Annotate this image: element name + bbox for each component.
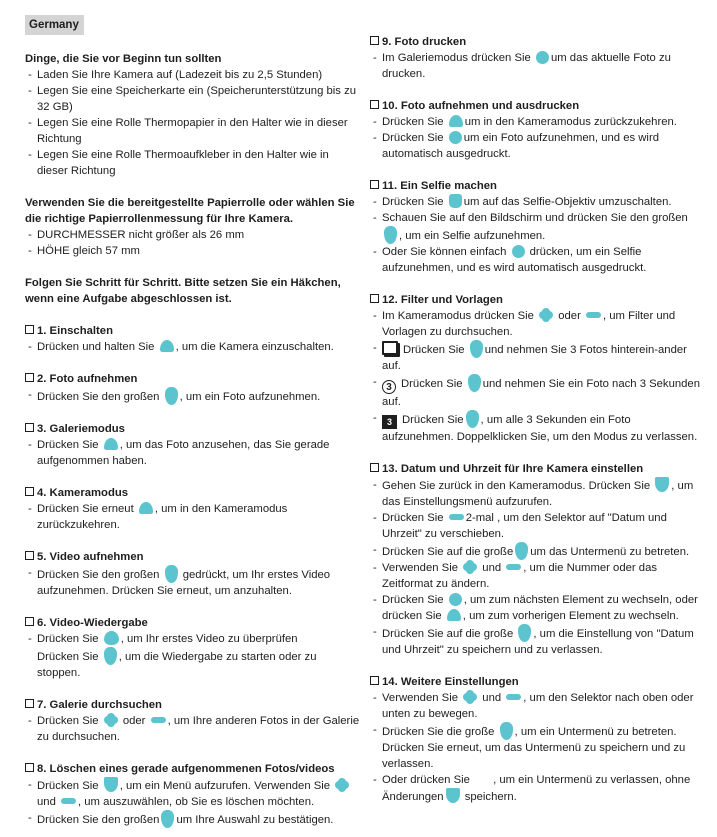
shutter-button-icon: [466, 410, 479, 428]
step-title: 6. Video-Wiedergabe: [37, 617, 148, 629]
paper-section: [25, 195, 360, 259]
step-title: 11. Ein Selfie machen: [382, 180, 497, 192]
burst-mode-icon: [382, 341, 398, 355]
step-instruction: - Drücken Sie den großen , um ein Foto aufzunehmen.: [25, 387, 360, 405]
step-title: 3. Galeriemodus: [37, 423, 125, 435]
step-instruction: - Verwenden Sie und , um die Nummer oder das Zeitformat zu ändern.: [370, 560, 700, 592]
step-instruction: - Drücken Sie um ein Foto aufzunehmen, und es wird automatisch ausgedruckt.: [370, 130, 700, 162]
step-instruction: - Drücken Sie , um Ihr erstes Video zu überprüfen Drücken Sie , um die Wiedergabe zu starten oder zu stoppen.: [25, 631, 360, 681]
print-button-icon: [449, 593, 462, 606]
shutter-button-icon: [161, 810, 174, 828]
checkbox[interactable]: [25, 699, 34, 708]
step-instruction: - Verwenden Sie und , um den Selektor nach oben oder unten zu bewegen.: [370, 690, 700, 722]
instructions-title: Folgen Sie Schritt für Schritt. Bitte setzen Sie ein Häkchen, wenn eine Aufgabe abgeschlossen ist.: [25, 277, 341, 305]
checkbox[interactable]: [370, 36, 379, 45]
step-instruction: - Drücken Sie die große , um ein Untermenü zu betreten. Drücken Sie erneut, um das Untermenü zu speichern und zu verlassen.: [370, 722, 700, 772]
minus-button-icon: [61, 798, 76, 804]
selfie-button-icon: [449, 194, 462, 208]
intro-item: - Laden Sie Ihre Kamera auf (Ladezeit bis zu 2,5 Stunden): [25, 67, 360, 83]
plus-button-icon: [463, 690, 477, 704]
step-instruction: - Drücken Sie 2-mal , um den Selektor auf "Datum und Uhrzeit" zu verschieben.: [370, 510, 700, 542]
checkbox[interactable]: [25, 763, 34, 772]
minus-button-icon: [506, 564, 521, 570]
step-title: 4. Kameramodus: [37, 487, 129, 499]
step-title: 8. Löschen eines gerade aufgenommenen Fotos/videos: [37, 763, 335, 775]
menu-button-icon: [446, 788, 460, 803]
gallery-button-icon: [104, 438, 118, 450]
checkbox[interactable]: [25, 487, 34, 496]
step-instruction: - Drücken und halten Sie , um die Kamera einzuschalten.: [25, 339, 360, 355]
step-title: 5. Video aufnehmen: [37, 551, 144, 563]
plus-button-icon: [335, 778, 349, 792]
step-1: [25, 323, 360, 355]
shutter-button-icon: [518, 624, 531, 642]
paper-item: - HÖHE gleich 57 mm: [25, 243, 360, 259]
step-instruction: - Drücken Sie erneut , um in den Kameramodus zurückzukehren.: [25, 501, 360, 533]
intro-item: - Legen Sie eine Speicherkarte ein (Speicherunterstützung bis zu 32 GB): [25, 83, 360, 115]
left-column: [25, 0, 360, 828]
interval-mode-icon: 3: [382, 415, 397, 429]
intro-item: - Legen Sie eine Rolle Thermoaufkleber in den Halter wie in dieser Richtung: [25, 147, 360, 179]
shutter-button-icon: [104, 647, 117, 665]
step-6: [25, 615, 360, 681]
shutter-button-icon: [515, 542, 528, 560]
step-instruction: - Drücken Sie , um ein Menü aufzurufen. Verwenden Sie und , um auszuwählen, ob Sie es löschen möchten.: [25, 777, 360, 810]
shutter-button-icon: [165, 387, 178, 405]
blank-icon: [475, 776, 491, 786]
menu-button-icon: [104, 777, 118, 792]
self-timer-icon: 3: [382, 380, 396, 394]
plus-button-icon: [104, 713, 118, 727]
step-title: 9. Foto drucken: [382, 36, 467, 48]
step-2: [25, 371, 360, 405]
step-instruction: - 3 Drücken Sie und nehmen Sie ein Foto nach 3 Sekunden auf.: [370, 374, 700, 410]
step-instruction: - Drücken Sie und nehmen Sie 3 Fotos hinterein-ander auf.: [370, 340, 700, 374]
step-13: [370, 461, 700, 658]
step-title: 12. Filter und Vorlagen: [382, 294, 503, 306]
step-instruction: - Drücken Sie den großen um Ihre Auswahl zu bestätigen.: [25, 810, 360, 828]
intro-title: Dinge, die Sie vor Beginn tun sollten: [25, 53, 222, 65]
step-4: [25, 485, 360, 533]
gallery-button-icon: [447, 609, 461, 621]
shutter-button-icon: [165, 565, 178, 583]
step-instruction: - Schauen Sie auf den Bildschirm und drücken Sie den großen , um ein Selfie aufzunehmen.: [370, 210, 700, 244]
step-instruction: - Im Galeriemodus drücken Sie um das aktuelle Foto zu drucken.: [370, 50, 700, 82]
minus-button-icon: [586, 312, 601, 318]
intro-section: [25, 51, 360, 179]
step-title: 1. Einschalten: [37, 325, 113, 337]
checkbox[interactable]: [370, 100, 379, 109]
plus-button-icon: [539, 308, 553, 322]
step-instruction: - Drücken Sie den großen gedrückt, um Ihr erstes Video aufzunehmen. Drücken Sie erneut, um anzuhalten.: [25, 565, 360, 599]
step-instruction: - Drücken Sie um in den Kameramodus zurückzukehren.: [370, 114, 700, 130]
step-instruction: - Drücken Sie , um zum nächsten Element zu wechseln, oder drücken Sie , um zum vorherigen Element zu wechseln.: [370, 592, 700, 624]
checkbox[interactable]: [370, 676, 379, 685]
checkbox[interactable]: [25, 423, 34, 432]
paper-item: - DURCHMESSER nicht größer als 26 mm: [25, 227, 360, 243]
step-12: [370, 292, 700, 445]
step-10: [370, 98, 700, 162]
right-column: [370, 0, 700, 805]
gallery-button-icon: [449, 115, 463, 127]
step-11: [370, 178, 700, 276]
step-8: [25, 761, 360, 828]
checkbox[interactable]: [25, 373, 34, 382]
step-14: [370, 674, 700, 805]
step-title: 13. Datum und Uhrzeit für Ihre Kamera einstellen: [382, 463, 644, 475]
step-instruction: - Drücken Sie um auf das Selfie-Objektiv umzuschalten.: [370, 194, 700, 210]
step-instruction: - 3 Drücken Sie , um alle 3 Sekunden ein Foto aufzunehmen. Doppelklicken Sie, um den Modus zu verlassen.: [370, 410, 700, 445]
power-button-icon: [160, 340, 174, 352]
step-5: [25, 549, 360, 599]
menu-button-icon: [655, 477, 669, 492]
checkbox[interactable]: [25, 325, 34, 334]
checkbox[interactable]: [370, 294, 379, 303]
step-title: 10. Foto aufnehmen und ausdrucken: [382, 100, 580, 112]
step-3: [25, 421, 360, 469]
step-title: 7. Galerie durchsuchen: [37, 699, 162, 711]
checkbox[interactable]: [25, 617, 34, 626]
gallery-button-icon: [139, 502, 153, 514]
intro-item: - Legen Sie eine Rolle Thermopapier in den Halter wie in dieser Richtung: [25, 115, 360, 147]
step-instruction: - Oder Sie können einfach drücken, um ein Selfie aufzunehmen, und es wird automatisch ausgedruckt.: [370, 244, 700, 276]
step-instruction: - Drücken Sie auf die große um das Untermenü zu betreten.: [370, 542, 700, 560]
shutter-button-icon: [384, 226, 397, 244]
shutter-button-icon: [470, 340, 483, 358]
gallery-button-icon: [104, 631, 119, 645]
step-title: 2. Foto aufnehmen: [37, 373, 138, 385]
region-tag: Germany: [25, 15, 84, 35]
step-7: [25, 697, 360, 745]
shutter-button-icon: [500, 722, 513, 740]
minus-button-icon: [449, 514, 464, 520]
checkbox[interactable]: [370, 180, 379, 189]
paper-title: Verwenden Sie die bereitgestellte Papierrolle oder wählen Sie die richtige Papierrollenmessung für Ihre Kamera.: [25, 197, 355, 225]
step-instruction: - Drücken Sie oder , um Ihre anderen Fotos in der Galerie zu durchsuchen.: [25, 713, 360, 745]
minus-button-icon: [151, 717, 166, 723]
step-instruction: - Oder drücken Sie , um ein Untermenü zu verlassen, ohne Änderungen speichern.: [370, 772, 700, 805]
print-button-icon: [449, 131, 462, 144]
print-button-icon: [536, 51, 549, 64]
checkbox[interactable]: [370, 463, 379, 472]
plus-button-icon: [463, 560, 477, 574]
minus-button-icon: [506, 694, 521, 700]
checkbox[interactable]: [25, 551, 34, 560]
step-instruction: - Drücken Sie , um das Foto anzusehen, das Sie gerade aufgenommen haben.: [25, 437, 360, 469]
step-title: 14. Weitere Einstellungen: [382, 676, 519, 688]
step-9: [370, 34, 700, 82]
step-instruction: - Gehen Sie zurück in den Kameramodus. Drücken Sie , um das Einstellungsmenü aufzurufen.: [370, 477, 700, 510]
shutter-button-icon: [468, 374, 481, 392]
step-instruction: - Drücken Sie auf die große , um die Einstellung von "Datum und Uhrzeit" zu speichern und zu verlassen.: [370, 624, 700, 658]
print-button-icon: [512, 245, 525, 258]
step-instruction: - Im Kameramodus drücken Sie oder , um Filter und Vorlagen zu durchsuchen.: [370, 308, 700, 340]
